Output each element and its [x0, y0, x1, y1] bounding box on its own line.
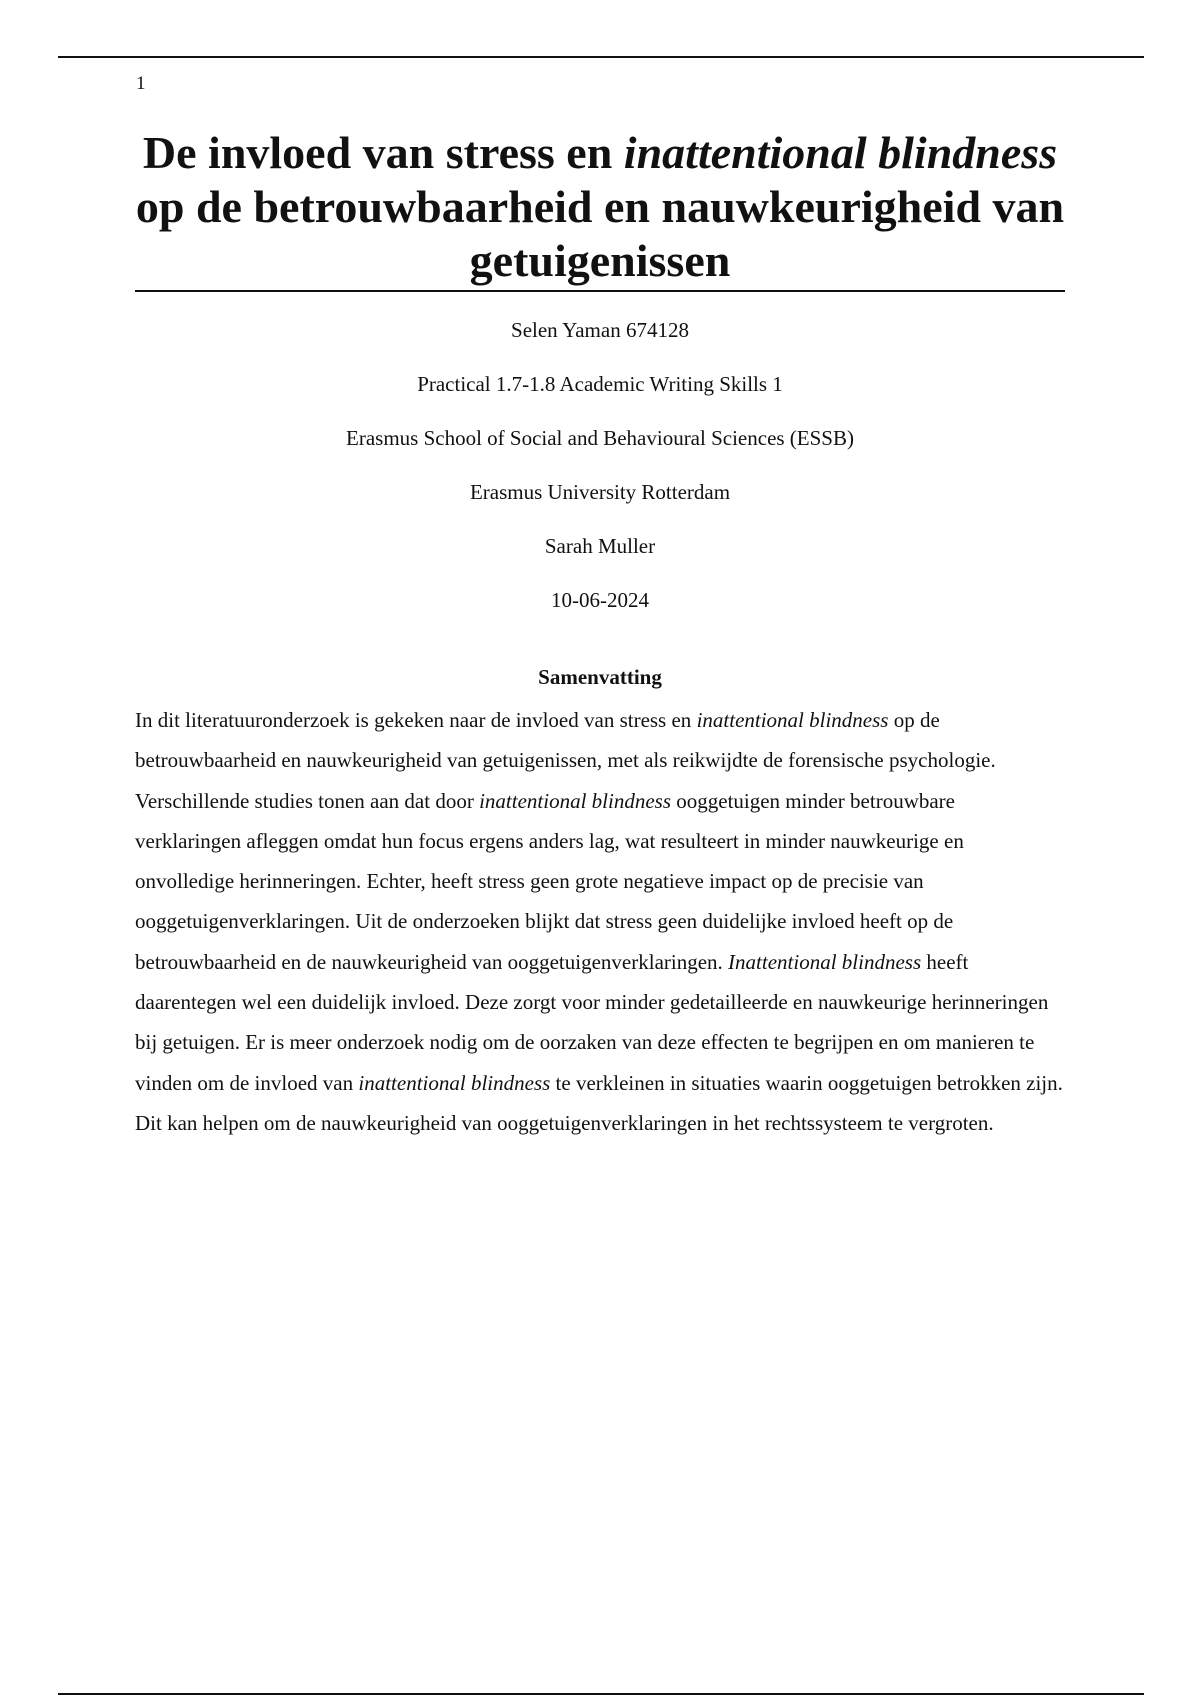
university-line: Erasmus University Rotterdam: [469, 480, 731, 504]
page-bottom-rule: [58, 1693, 1144, 1695]
abstract-text-segment: In dit literatuuronderzoek is gekeken naar de invloed van stress en: [135, 708, 697, 732]
title-text-part1: De invloed van stress en: [142, 127, 624, 178]
title-italic-term: inattentional blindness: [623, 127, 1058, 178]
page-number: 1: [136, 73, 146, 94]
abstract-body: [135, 700, 1065, 1143]
title-underline-rule: [135, 290, 1065, 292]
abstract-text-segment: heeft daarentegen wel een duidelijk invloed. Deze zorgt voor minder gedetailleerde en nauwkeurige herinneringen bij getuigen. Er is meer onderzoek nodig om de oorzaken van deze effecten te begrijpen en om manieren te vinden om de invloed van: [135, 949, 1049, 1095]
abstract-text-segment: ooggetuigen minder betrouwbare verklaringen afleggen omdat hun focus ergens anders lag, wat resulteert in minder nauwkeurige en onvolledige herinneringen. Echter, heeft stress geen grote negatieve impact op de precisie van ooggetuigenverklaringen. Uit de onderzoeken blijkt dat stress geen duidelijke invloed heeft op de betrouwbaarheid en de nauwkeurigheid van ooggetuigenverklaringen.: [135, 788, 964, 974]
page-top-rule: [58, 56, 1144, 58]
abstract-italic-term: inattentional blindness: [358, 1070, 551, 1095]
abstract-italic-term: inattentional blindness: [479, 788, 671, 813]
document-title: [135, 126, 1065, 288]
school-line: Erasmus School of Social and Behavioural Sciences (ESSB): [346, 426, 854, 450]
date-line: 10-06-2024: [551, 588, 649, 612]
abstract-heading: Samenvatting: [538, 665, 662, 689]
abstract-italic-term: Inattentional blindness: [728, 949, 922, 974]
abstract-text-segment: te verkleinen in situaties waarin ooggetuigen betrokken zijn. Dit kan helpen om de nauwkeurigheid van ooggetuigenverklaringen in het rechtssysteem te vergroten.: [135, 1070, 1063, 1135]
course-line: Practical 1.7-1.8 Academic Writing Skills 1: [417, 372, 783, 396]
title-page-meta: [135, 312, 1065, 636]
author-line: Selen Yaman 674128: [511, 318, 689, 342]
abstract-italic-term: inattentional blindness: [696, 708, 889, 732]
abstract-text-segment: op de betrouwbaarheid en nauwkeurigheid van getuigenissen, met als reikwijdte de forensische psychologie. Verschillende studies tonen aan dat door: [135, 708, 996, 813]
title-text-part3: op de betrouwbaarheid en nauwkeurigheid van getuigenissen: [135, 181, 1065, 286]
tutor-line: Sarah Muller: [544, 534, 656, 558]
